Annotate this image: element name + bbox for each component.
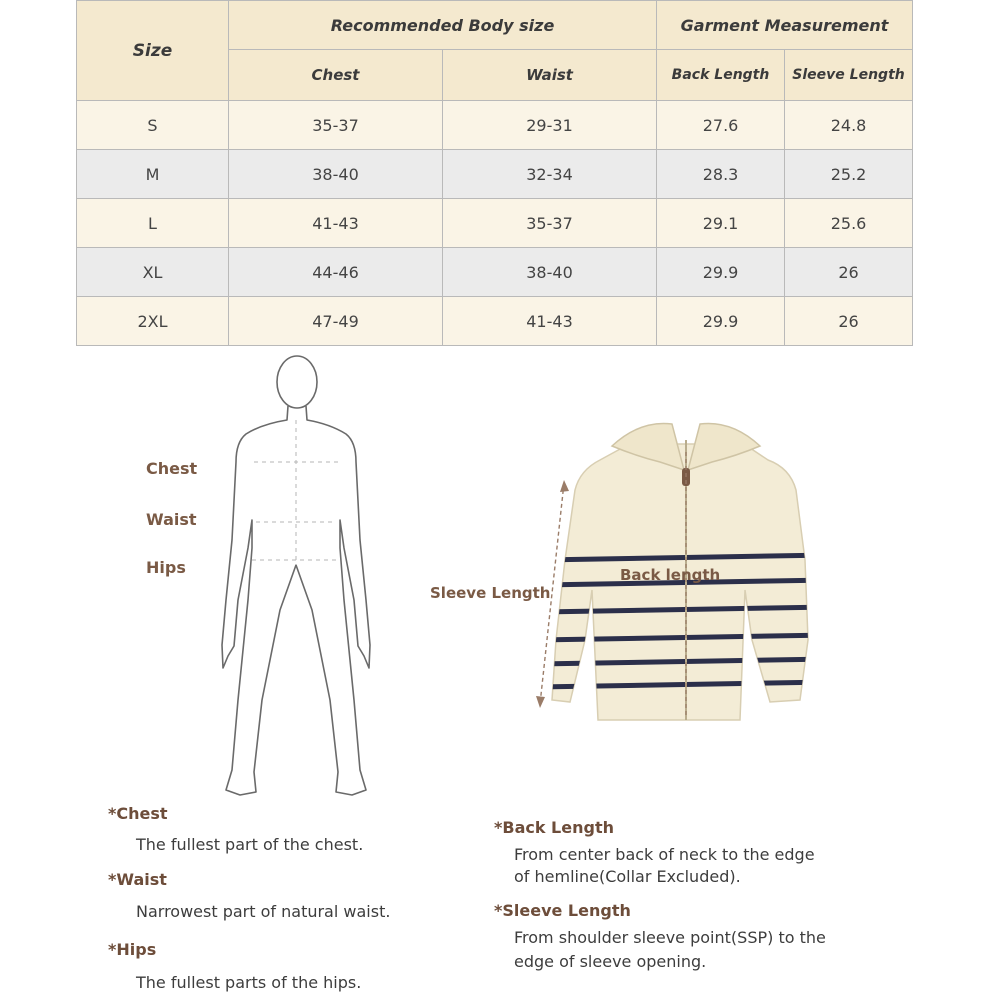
sleeve-length-definition-line1: From shoulder sleeve point(SSP) to the: [514, 928, 826, 947]
waist-cell: 29-31: [443, 101, 657, 150]
size-cell: L: [77, 199, 229, 248]
size-chart-table: [76, 0, 913, 346]
sleeve-length-definition-title: *Sleeve Length: [494, 901, 631, 920]
back-length-definition-line2: of hemline(Collar Excluded).: [514, 867, 741, 886]
chest-definition-text: The fullest part of the chest.: [136, 835, 364, 854]
back-length-definition-line1: From center back of neck to the edge: [514, 845, 815, 864]
sleeve-length-cell: 25.6: [785, 199, 913, 248]
hips-definition-text: The fullest parts of the hips.: [136, 973, 362, 992]
sleeve-length-definition-line2: edge of sleeve opening.: [514, 952, 707, 971]
table-row: [77, 297, 913, 346]
table-row: [77, 199, 913, 248]
waist-cell: 32-34: [443, 150, 657, 199]
chest-cell: 35-37: [229, 101, 443, 150]
back-length-cell: 29.9: [657, 297, 785, 346]
table-row: [77, 248, 913, 297]
chest-cell: 41-43: [229, 199, 443, 248]
chest-cell: 44-46: [229, 248, 443, 297]
back-length-cell: 29.9: [657, 248, 785, 297]
chest-label: Chest: [146, 459, 198, 478]
hips-definition-title: *Hips: [108, 940, 157, 959]
size-cell: 2XL: [77, 297, 229, 346]
chest-column-header: Chest: [229, 50, 443, 101]
garment-group-header: Garment Measurement: [657, 1, 913, 50]
waist-column-header: Waist: [443, 50, 657, 101]
waist-label: Waist: [146, 510, 197, 529]
sleeve-length-cell: 25.2: [785, 150, 913, 199]
hips-label: Hips: [146, 558, 186, 577]
waist-definition-title: *Waist: [108, 870, 167, 889]
size-header: Size: [77, 1, 229, 101]
size-cell: S: [77, 101, 229, 150]
back-length-cell: 27.6: [657, 101, 785, 150]
waist-cell: 38-40: [443, 248, 657, 297]
waist-cell: 35-37: [443, 199, 657, 248]
table-row: [77, 150, 913, 199]
size-cell: M: [77, 150, 229, 199]
table-row: [77, 101, 913, 150]
chest-cell: 38-40: [229, 150, 443, 199]
back-length-label: Back length: [620, 566, 721, 584]
sleeve-length-column-header: Sleeve Length: [785, 50, 913, 101]
waist-cell: 41-43: [443, 297, 657, 346]
chest-definition-title: *Chest: [108, 804, 168, 823]
body-size-group-header: Recommended Body size: [229, 1, 657, 50]
back-length-definition-title: *Back Length: [494, 818, 614, 837]
waist-definition-text: Narrowest part of natural waist.: [136, 902, 391, 921]
chest-cell: 47-49: [229, 297, 443, 346]
back-length-column-header: Back Length: [657, 50, 785, 101]
body-outline-figure: [222, 356, 370, 795]
sleeve-length-cell: 26: [785, 297, 913, 346]
size-cell: XL: [77, 248, 229, 297]
back-length-cell: 28.3: [657, 150, 785, 199]
sleeve-length-cell: 24.8: [785, 101, 913, 150]
back-length-cell: 29.1: [657, 199, 785, 248]
sleeve-length-cell: 26: [785, 248, 913, 297]
sleeve-length-label: Sleeve Length: [430, 584, 551, 602]
